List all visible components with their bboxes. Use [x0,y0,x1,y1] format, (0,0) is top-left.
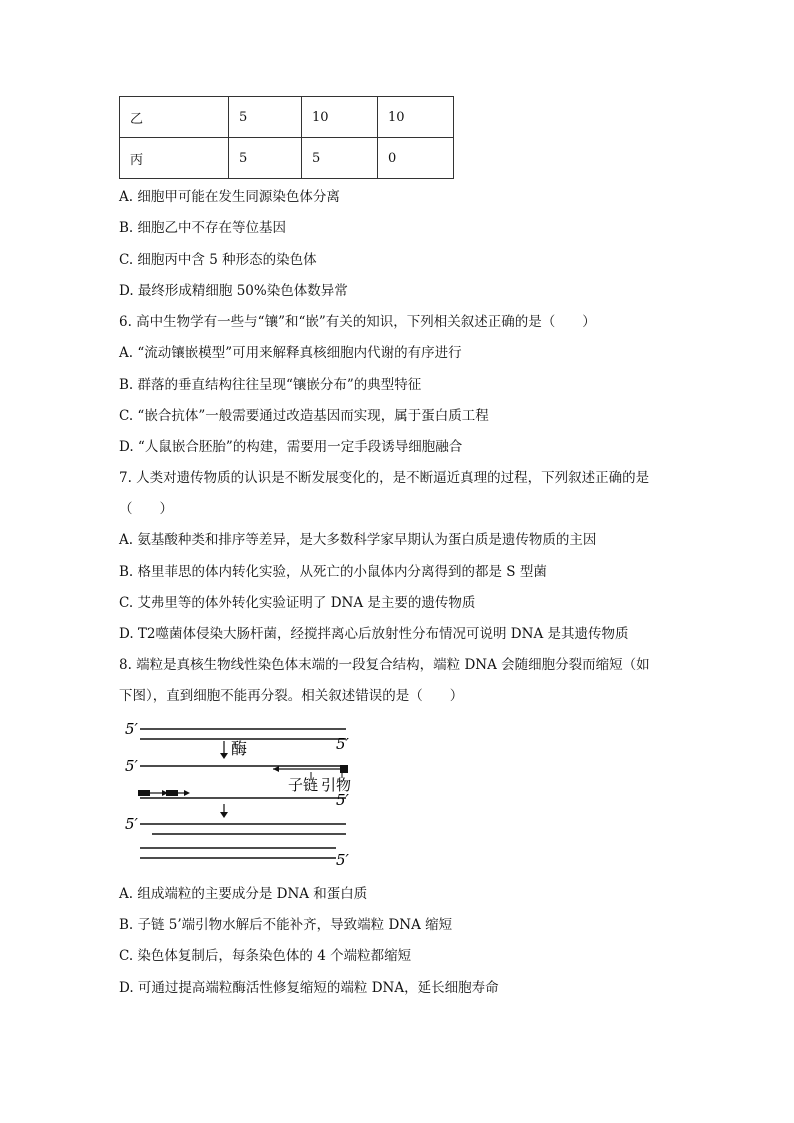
arrow-head-icon [220,812,228,818]
table-cell: 5 [229,97,302,138]
table-cell: 5 [229,138,302,179]
label-5prime: 5′ [125,720,138,738]
primer-block [166,790,178,796]
primer-block [138,790,150,796]
q5-option-c: C. 细胞丙中含 5 种形态的染色体 [119,252,317,268]
q8-option-d: D. 可通过提高端粒酶活性修复缩短的端粒 DNA，延长细胞寿命 [119,980,499,996]
q5-option-d: D. 最终形成精细胞 50%染色体数异常 [119,283,348,299]
q8-stem-line2: 下图），直到细胞不能再分裂。相关叙述错误的是（ ） [119,688,464,704]
label-primer: 引物 [321,776,352,794]
q8-option-b: B. 子链 5’端引物水解后不能补齐，导致端粒 DNA 缩短 [119,917,453,933]
q7-option-b: B. 格里菲思的体内转化实验，从死亡的小鼠体内分离得到的都是 S 型菌 [119,564,547,580]
label-daughter: 子链 [288,776,319,794]
label-5prime: 5′ [125,815,138,833]
telomere-figure [118,712,368,874]
arrow-head-icon [220,753,228,759]
table-row [120,138,454,179]
q7-option-d: D. T2噬菌体侵染大肠杆菌，经搅拌离心后放射性分布情况可说明 DNA 是其遗传物质 [119,626,629,642]
q7-stem-line2: （ ） [119,501,173,517]
table-cell: 10 [302,97,378,138]
chromosome-table [119,96,454,179]
q8-stem-line1: 8. 端粒是真核生物线性染色体末端的一段复合结构，端粒 DNA 会随细胞分裂而缩短（如 [119,657,650,673]
q8-option-a: A. 组成端粒的主要成分是 DNA 和蛋白质 [119,886,368,902]
q7-option-a: A. 氨基酸种类和排序等差异，是大多数科学家早期认为蛋白质是遗传物质的主因 [119,532,597,548]
arrow-right-icon [184,790,190,796]
table-row [120,97,454,138]
q6-stem: 6. 高中生物学有一些与“镶”和“嵌”有关的知识，下列相关叙述正确的是（ ） [119,314,596,330]
primer-block [340,765,348,773]
table-cell: 10 [378,97,454,138]
arrow-left-icon [273,766,279,772]
q8-option-c: C. 染色体复制后，每条染色体的 4 个端粒都缩短 [119,948,412,964]
table-cell: 乙 [120,97,229,138]
q5-option-a: A. 细胞甲可能在发生同源染色体分离 [119,189,340,205]
label-5prime: 5′ [336,851,349,869]
q7-option-c: C. 艾弗里等的体外转化实验证明了 DNA 是主要的遗传物质 [119,595,476,611]
q7-stem-line1: 7. 人类对遗传物质的认识是不断发展变化的，是不断逼近真理的过程，下列叙述正确的是 [119,470,650,486]
label-5prime: 5′ [125,757,138,775]
q6-option-b: B. 群落的垂直结构往往呈现“镶嵌分布”的典型特征 [119,377,422,393]
q6-option-a: A. “流动镶嵌模型”可用来解释真核细胞内代谢的有序进行 [119,345,462,361]
q6-option-c: C. “嵌合抗体”一般需要通过改造基因而实现，属于蛋白质工程 [119,408,489,424]
q5-option-b: B. 细胞乙中不存在等位基因 [119,220,287,236]
label-5prime: 5′ [336,791,349,809]
label-5prime: 5′ [336,735,349,753]
table-cell: 0 [378,138,454,179]
table-cell: 丙 [120,138,229,179]
table-cell: 5 [302,138,378,179]
q6-option-d: D. “人鼠嵌合胚胎”的构建，需要用一定手段诱导细胞融合 [119,439,463,455]
label-enzyme: 酶 [231,739,248,758]
